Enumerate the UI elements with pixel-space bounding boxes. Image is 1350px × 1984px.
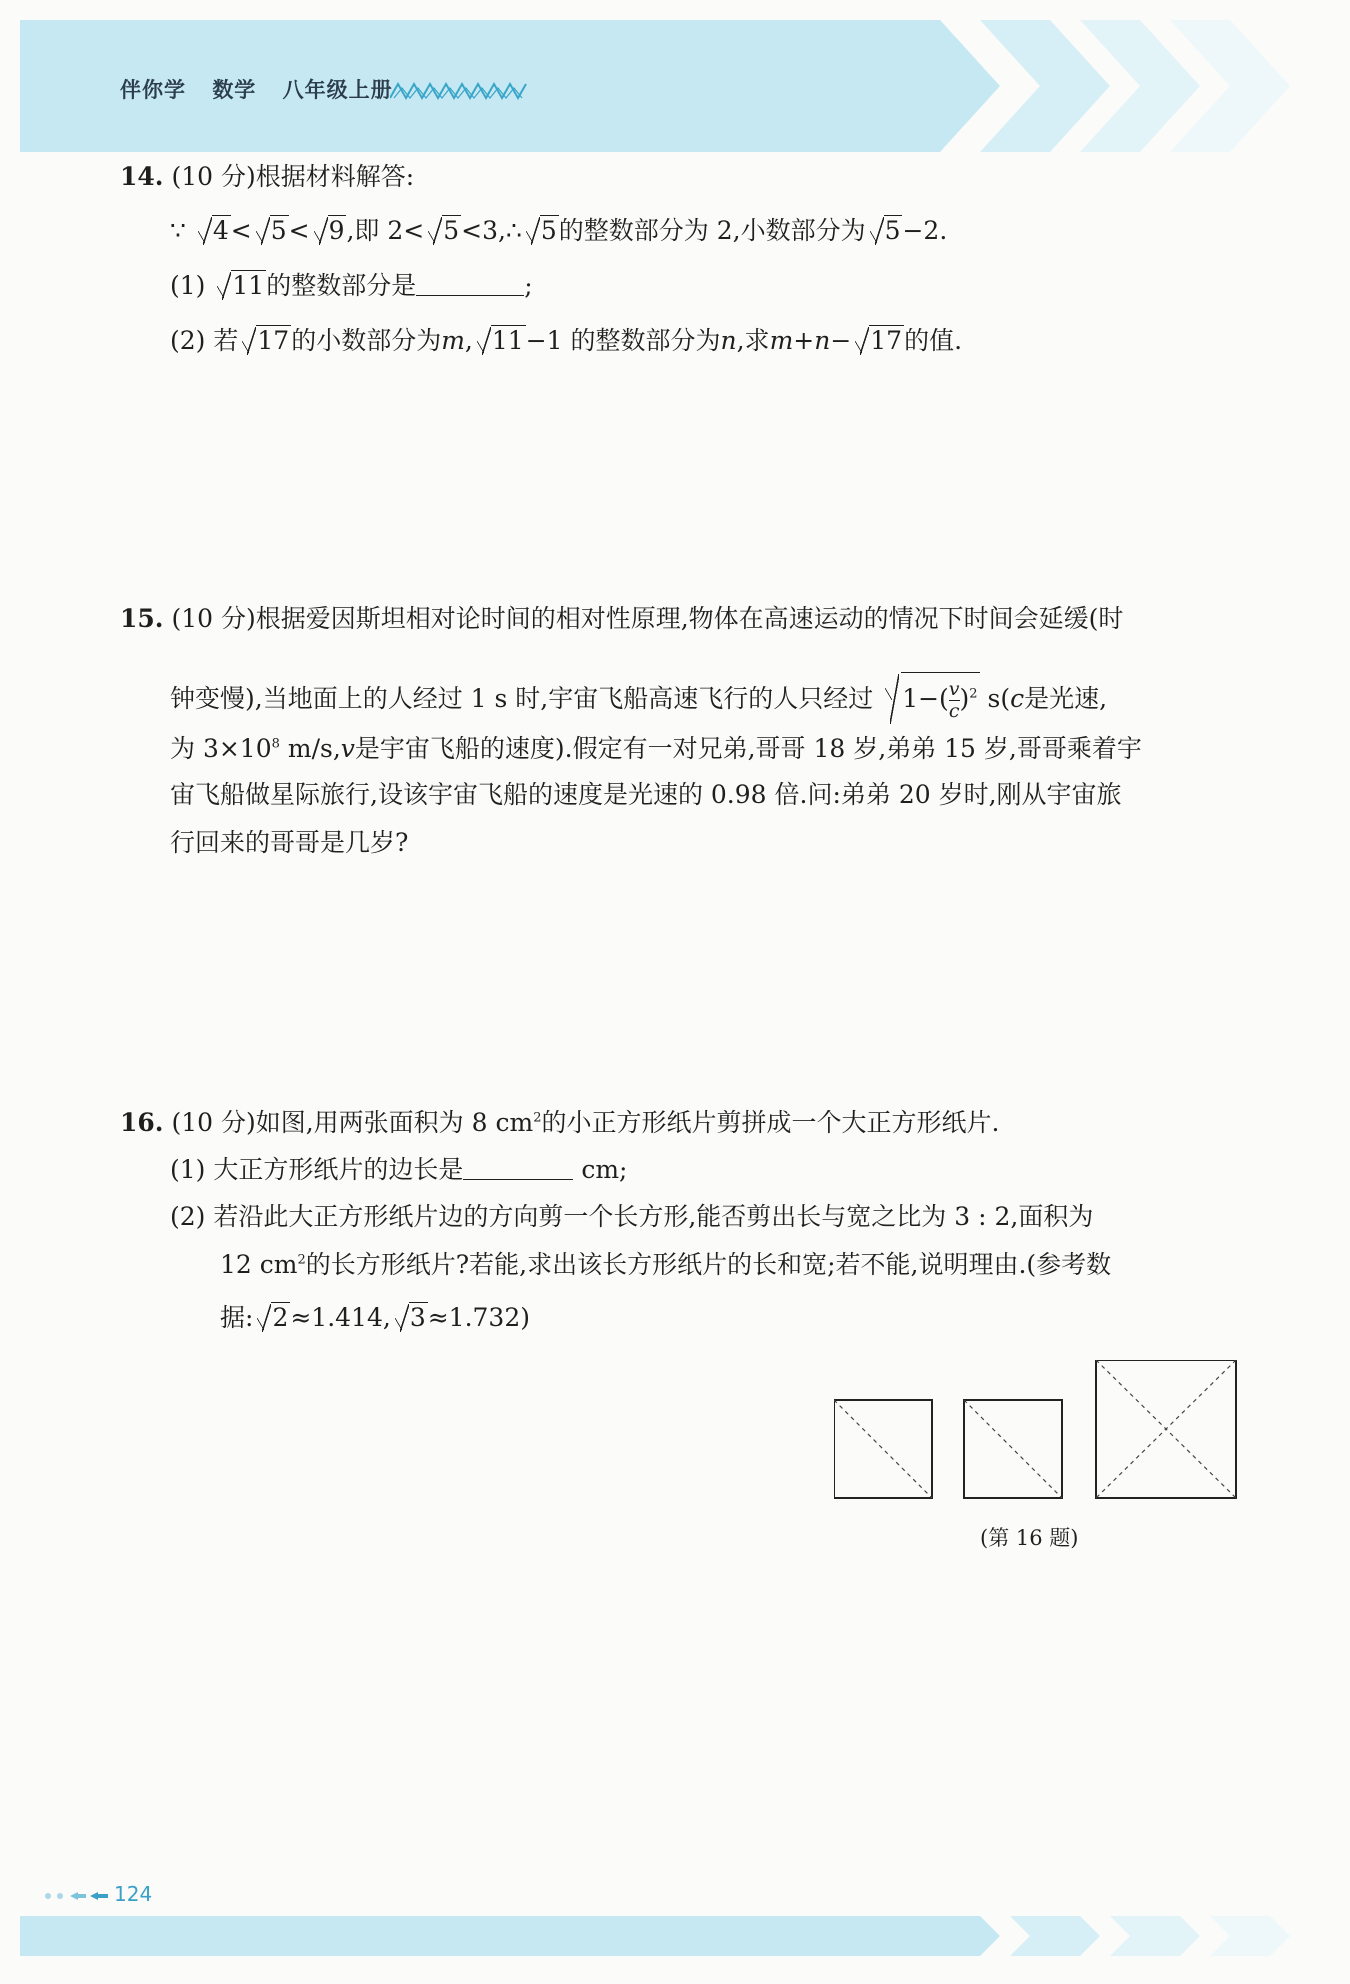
figure-caption: (第 16 题) [980,1526,1079,1550]
q14-number: 14. [120,162,164,191]
answer-blank[interactable] [416,273,524,296]
radical: 5 [868,215,903,243]
small-square-1 [834,1400,932,1498]
radical: 5 [426,215,461,243]
footer-band [20,1916,1320,1956]
q14-part-1: (1) 11的整数部分是 ; [170,271,533,300]
q15-line-1: 15. (10 分)根据爱因斯坦相对论时间的相对性原理,物体在高速运动的情况下时间会延缓(时 [120,604,1124,633]
q16-part-1: (1) 大正方形纸片的边长是 cm; [170,1155,628,1184]
subject-name: 数学 [212,78,257,102]
q14-part-2: (2) 若 17的小数部分为m, 11−1 的整数部分为n,求m+n− 17的值. [170,326,963,355]
q15-number: 15. [120,604,164,633]
q16-part-2-line-1: (2) 若沿此大正方形纸片边的方向剪一个长方形,能否剪出长与宽之比为 3 : 2,面积为 [170,1202,1094,1231]
radical: 11 [215,270,266,298]
radical: 1−( $\frac{v}{c}$ )$^2$ [883,672,979,722]
q16-part-2-line-3: 据: 2≈1.414, 3≈1.732) [220,1303,530,1332]
large-square [1096,1360,1236,1498]
q16-number: 16. [120,1108,164,1137]
q15-line-5: 行回来的哥哥是几岁? [170,828,409,857]
q14-intro [120,164,414,189]
q16-part-2-line-2: 12 $cm^2$的长方形纸片?若能,求出该长方形纸片的长和宽;若不能,说明理由.(参考数 [220,1250,1112,1279]
radical: 17 [240,325,291,353]
radical: 2 [255,1302,290,1330]
radical: 17 [853,325,904,353]
zigzag-decoration [390,82,530,100]
q15-line-4: 宙飞船做星际旅行,设该宇宙飞船的速度是光速的 0.98 倍.问:弟弟 20 岁时,刚从宇宙旅 [170,780,1122,809]
page-number: 124 [114,1882,153,1906]
q16-intro: 16. (10 分)如图,用两张面积为 8 $cm^2$的小正方形纸片剪拼成一个大正方形纸片. [120,1108,1000,1137]
q16-figure [834,1360,1254,1520]
answer-blank[interactable] [463,1157,573,1180]
radical: 5 [254,215,289,243]
q14-intro-text: (10 分)根据材料解答: [171,162,415,191]
grade-name: 八年级上册 [282,78,393,102]
series-name: 伴你学 [120,78,186,102]
q15-line-2: 钟变慢),当地面上的人经过 1 s 时,宇宙飞船高速飞行的人只经过 1−( $\frac{v}{c}$ )$^2$ s(c是光速, [170,672,1107,722]
because-symbol: ∵ [170,216,186,245]
radical: 3 [393,1302,428,1330]
footer-arrows-icon [42,1890,112,1902]
small-square-2 [964,1400,1062,1498]
radical: 11 [475,325,526,353]
fraction-v-over-c: $\frac{v}{c}$ [948,678,960,722]
radical: 9 [312,215,347,243]
q15-line-3: 为 $3\times 10^8$ m/s,v是宇宙飞船的速度).假定有一对兄弟,哥哥 18 岁,弟弟 15 岁,哥哥乘着宇 [170,734,1142,763]
q14-material: ∵ 4< 5< 9,即 2< 5<3,∴ 5的整数部分为 2,小数部分为 5−2. [170,216,948,245]
radical: 4 [196,215,231,243]
radical: 5 [524,215,559,243]
header-title [120,74,411,104]
